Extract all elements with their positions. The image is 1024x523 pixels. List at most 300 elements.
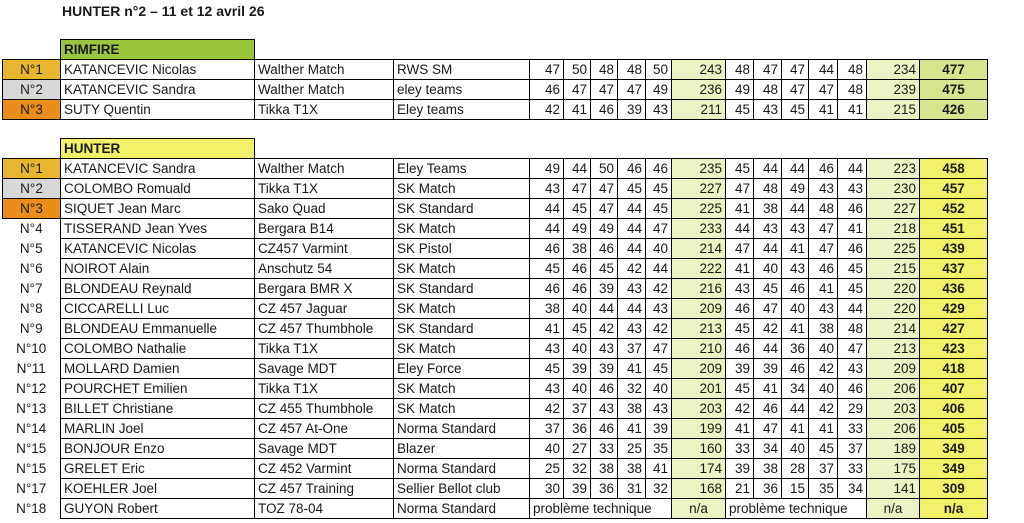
score-cell: 40 bbox=[782, 299, 809, 319]
score-cell: 32 bbox=[646, 479, 672, 499]
table-row bbox=[3, 60, 988, 80]
score-cell: 47 bbox=[564, 179, 591, 199]
score-cell: 41 bbox=[618, 419, 646, 439]
subtotal-2: 220 bbox=[867, 279, 920, 299]
score-cell: 44 bbox=[782, 199, 809, 219]
score-cell: 41 bbox=[809, 279, 838, 299]
rifle-cell: Bergara BMR X bbox=[255, 279, 394, 299]
score-cell: 47 bbox=[809, 219, 838, 239]
score-cell: 46 bbox=[530, 239, 564, 259]
score-cell: 44 bbox=[530, 199, 564, 219]
score-cell: 43 bbox=[809, 179, 838, 199]
score-cell: 47 bbox=[754, 60, 782, 80]
score-cell: 37 bbox=[809, 459, 838, 479]
score-cell: 41 bbox=[809, 419, 838, 439]
table-row bbox=[3, 239, 988, 259]
subtotal-1: 214 bbox=[672, 239, 726, 259]
score-cell: 34 bbox=[754, 439, 782, 459]
shooter-name: BLONDEAU Emmanuelle bbox=[61, 319, 255, 339]
total-cell: n/a bbox=[920, 499, 988, 519]
rifle-cell: Tikka T1X bbox=[255, 179, 394, 199]
rank-cell: N°14 bbox=[16, 421, 47, 436]
score-cell: 40 bbox=[646, 239, 672, 259]
shooter-name: GUYON Robert bbox=[61, 499, 255, 519]
score-cell: 43 bbox=[754, 219, 782, 239]
score-cell: 40 bbox=[754, 259, 782, 279]
section-header-row bbox=[3, 40, 988, 60]
score-cell: 47 bbox=[782, 80, 809, 100]
score-cell: 38 bbox=[591, 459, 618, 479]
ammo-cell: SK Standard bbox=[394, 279, 530, 299]
ammo-cell: SK Standard bbox=[394, 319, 530, 339]
score-cell: 44 bbox=[754, 339, 782, 359]
score-cell: 45 bbox=[530, 259, 564, 279]
total-cell: 426 bbox=[920, 100, 988, 120]
subtotal-2: 206 bbox=[867, 419, 920, 439]
subtotal-2: 215 bbox=[867, 259, 920, 279]
score-cell: 42 bbox=[646, 279, 672, 299]
rank-cell: N°15 bbox=[16, 441, 47, 456]
subtotal-2: 189 bbox=[867, 439, 920, 459]
score-cell: 43 bbox=[618, 319, 646, 339]
score-cell: 45 bbox=[754, 279, 782, 299]
score-cell: 43 bbox=[646, 399, 672, 419]
score-cell: 40 bbox=[782, 439, 809, 459]
ammo-cell: Sellier Bellot club bbox=[394, 479, 530, 499]
shooter-name: NOIROT Alain bbox=[61, 259, 255, 279]
score-cell: 39 bbox=[646, 419, 672, 439]
rank-cell: N°13 bbox=[16, 401, 47, 416]
rank-cell: N°2 bbox=[3, 179, 61, 199]
score-cell: 46 bbox=[782, 279, 809, 299]
subtotal-1: 243 bbox=[672, 60, 726, 80]
total-cell: 418 bbox=[920, 359, 988, 379]
score-cell: 47 bbox=[564, 80, 591, 100]
score-cell: 44 bbox=[618, 199, 646, 219]
score-cell: 30 bbox=[530, 479, 564, 499]
score-cell: 47 bbox=[726, 239, 754, 259]
total-cell: 309 bbox=[920, 479, 988, 499]
subtotal-1: 227 bbox=[672, 179, 726, 199]
score-cell: 41 bbox=[618, 359, 646, 379]
score-cell: 43 bbox=[782, 219, 809, 239]
shooter-name: GRELET Eric bbox=[61, 459, 255, 479]
score-cell: 41 bbox=[809, 100, 838, 120]
subtotal-2: 206 bbox=[867, 379, 920, 399]
score-cell: 48 bbox=[591, 60, 618, 80]
total-cell: 439 bbox=[920, 239, 988, 259]
score-cell: 21 bbox=[726, 479, 754, 499]
shooter-name: KATANCEVIC Sandra bbox=[61, 159, 255, 179]
subtotal-1: 213 bbox=[672, 319, 726, 339]
table-row bbox=[3, 479, 988, 499]
total-cell: 349 bbox=[920, 439, 988, 459]
score-cell: 29 bbox=[838, 399, 867, 419]
score-cell: 40 bbox=[564, 339, 591, 359]
score-cell: 42 bbox=[809, 359, 838, 379]
score-cell: 46 bbox=[591, 239, 618, 259]
shooter-name: BLONDEAU Reynald bbox=[61, 279, 255, 299]
score-cell: 48 bbox=[754, 179, 782, 199]
score-cell: 44 bbox=[591, 299, 618, 319]
score-cell: 45 bbox=[530, 359, 564, 379]
score-cell: 48 bbox=[754, 80, 782, 100]
section-header-row bbox=[3, 139, 988, 159]
table-row bbox=[3, 499, 988, 519]
score-cell: 44 bbox=[754, 239, 782, 259]
rank-cell: N°6 bbox=[19, 261, 43, 276]
score-cell: 45 bbox=[726, 379, 754, 399]
score-cell: 46 bbox=[809, 259, 838, 279]
score-cell: 44 bbox=[618, 239, 646, 259]
rifle-cell: Walther Match bbox=[255, 159, 394, 179]
score-cell: 49 bbox=[564, 219, 591, 239]
score-cell: 32 bbox=[564, 459, 591, 479]
score-cell: 49 bbox=[646, 80, 672, 100]
score-cell: 39 bbox=[591, 359, 618, 379]
score-cell: 49 bbox=[530, 159, 564, 179]
subtotal-1: 203 bbox=[672, 399, 726, 419]
subtotal-2: 239 bbox=[867, 80, 920, 100]
subtotal-2: 225 bbox=[867, 239, 920, 259]
score-cell: 41 bbox=[726, 199, 754, 219]
score-cell: 46 bbox=[838, 379, 867, 399]
rank-cell: N°1 bbox=[3, 159, 61, 179]
rifle-cell: Tikka T1X bbox=[255, 339, 394, 359]
score-cell: 43 bbox=[809, 299, 838, 319]
ammo-cell: SK Match bbox=[394, 399, 530, 419]
score-cell: 38 bbox=[754, 199, 782, 219]
score-cell: 50 bbox=[646, 60, 672, 80]
score-cell: 40 bbox=[530, 439, 564, 459]
shooter-name: MOLLARD Damien bbox=[61, 359, 255, 379]
score-cell: 40 bbox=[646, 379, 672, 399]
rifle-cell: Savage MDT bbox=[255, 439, 394, 459]
score-cell: 40 bbox=[809, 339, 838, 359]
score-cell: 43 bbox=[782, 259, 809, 279]
score-cell: 47 bbox=[809, 239, 838, 259]
score-cell: 47 bbox=[809, 80, 838, 100]
rifle-cell: Walther Match bbox=[255, 80, 394, 100]
score-cell: 46 bbox=[618, 159, 646, 179]
rank-cell: N°4 bbox=[19, 221, 43, 237]
rank-cell: N°8 bbox=[19, 301, 43, 316]
ammo-cell: SK Standard bbox=[394, 199, 530, 219]
table-row bbox=[3, 199, 988, 219]
table-row bbox=[3, 179, 988, 199]
rifle-cell: CZ457 Varmint bbox=[255, 239, 394, 259]
total-cell: 429 bbox=[920, 299, 988, 319]
score-cell: 41 bbox=[726, 419, 754, 439]
rank-cell: N°12 bbox=[16, 381, 47, 396]
score-cell: 46 bbox=[591, 419, 618, 439]
rifle-cell: Sako Quad bbox=[255, 199, 394, 219]
score-cell: 41 bbox=[782, 419, 809, 439]
total-cell: 457 bbox=[920, 179, 988, 199]
subtotal-2: 141 bbox=[867, 479, 920, 499]
score-cell: 46 bbox=[726, 299, 754, 319]
rank-cell: N°3 bbox=[3, 100, 61, 120]
subtotal-1: 235 bbox=[672, 159, 726, 179]
rifle-cell: CZ 457 Thumbhole bbox=[255, 319, 394, 339]
score-cell: 49 bbox=[782, 179, 809, 199]
score-cell: 39 bbox=[726, 459, 754, 479]
total-cell: 349 bbox=[920, 459, 988, 479]
subtotal-2: 234 bbox=[867, 60, 920, 80]
subtotal-2: 175 bbox=[867, 459, 920, 479]
section-title: RIMFIRE bbox=[61, 40, 255, 60]
ammo-cell: SK Match bbox=[394, 339, 530, 359]
score-cell: 46 bbox=[591, 379, 618, 399]
score-cell: 38 bbox=[618, 399, 646, 419]
section-title: HUNTER bbox=[61, 139, 255, 159]
score-cell: 33 bbox=[838, 419, 867, 439]
score-cell: 41 bbox=[646, 459, 672, 479]
subtotal-2: 215 bbox=[867, 100, 920, 120]
score-cell: 33 bbox=[838, 459, 867, 479]
rank-cell: N°3 bbox=[3, 199, 61, 219]
table-row bbox=[3, 399, 988, 419]
rifle-cell: CZ 452 Varmint bbox=[255, 459, 394, 479]
score-cell: 41 bbox=[782, 239, 809, 259]
subtotal-1: 160 bbox=[672, 439, 726, 459]
score-cell: 44 bbox=[838, 159, 867, 179]
rank-cell: N°11 bbox=[16, 361, 46, 376]
shooter-name: KATANCEVIC Nicolas bbox=[61, 239, 255, 259]
score-cell: 43 bbox=[591, 399, 618, 419]
score-cell: 46 bbox=[564, 259, 591, 279]
rifle-cell: Tikka T1X bbox=[255, 379, 394, 399]
subtotal-2: 213 bbox=[867, 339, 920, 359]
score-cell: 40 bbox=[564, 379, 591, 399]
score-cell: 46 bbox=[838, 239, 867, 259]
total-cell: 427 bbox=[920, 319, 988, 339]
rank-cell: N°17 bbox=[16, 481, 47, 496]
score-cell: 31 bbox=[618, 479, 646, 499]
score-cell: 34 bbox=[838, 479, 867, 499]
table-row bbox=[3, 279, 988, 299]
score-cell: 48 bbox=[838, 80, 867, 100]
rank-cell: N°7 bbox=[19, 281, 43, 296]
score-cell: 47 bbox=[591, 80, 618, 100]
score-cell: 45 bbox=[564, 319, 591, 339]
subtotal-2: 227 bbox=[867, 199, 920, 219]
score-cell: 42 bbox=[726, 399, 754, 419]
ammo-cell: Norma Standard bbox=[394, 459, 530, 479]
score-cell: 47 bbox=[618, 80, 646, 100]
score-cell: 47 bbox=[591, 179, 618, 199]
rifle-cell: Savage MDT bbox=[255, 359, 394, 379]
subtotal-2: 220 bbox=[867, 299, 920, 319]
score-cell: 47 bbox=[591, 199, 618, 219]
score-cell: 48 bbox=[618, 60, 646, 80]
total-cell: 407 bbox=[920, 379, 988, 399]
note-cell: problème technique bbox=[530, 499, 672, 519]
score-cell: 45 bbox=[726, 159, 754, 179]
total-cell: 477 bbox=[920, 60, 988, 80]
subtotal-1: 174 bbox=[672, 459, 726, 479]
total-cell: 437 bbox=[920, 259, 988, 279]
table-row bbox=[3, 299, 988, 319]
ammo-cell: Norma Standard bbox=[394, 499, 530, 519]
score-cell: 42 bbox=[530, 100, 564, 120]
score-cell: 36 bbox=[782, 339, 809, 359]
score-cell: 35 bbox=[646, 439, 672, 459]
rifle-cell: Walther Match bbox=[255, 60, 394, 80]
score-cell: 45 bbox=[782, 100, 809, 120]
score-cell: 42 bbox=[646, 319, 672, 339]
score-cell: 47 bbox=[530, 60, 564, 80]
table-row bbox=[3, 419, 988, 439]
ammo-cell: Eley Teams bbox=[394, 159, 530, 179]
total-cell: 405 bbox=[920, 419, 988, 439]
rank-cell: N°15 bbox=[16, 461, 47, 476]
shooter-name: KOEHLER Joel bbox=[61, 479, 255, 499]
score-cell: 34 bbox=[782, 379, 809, 399]
score-cell: 41 bbox=[838, 219, 867, 239]
score-cell: 28 bbox=[782, 459, 809, 479]
table-row bbox=[3, 319, 988, 339]
shooter-name: BONJOUR Enzo bbox=[61, 439, 255, 459]
score-cell: 45 bbox=[646, 359, 672, 379]
score-cell: 39 bbox=[564, 359, 591, 379]
score-cell: 44 bbox=[809, 60, 838, 80]
score-cell: 46 bbox=[530, 279, 564, 299]
score-cell: 50 bbox=[591, 159, 618, 179]
rank-cell: N°9 bbox=[19, 321, 43, 336]
score-cell: 38 bbox=[809, 319, 838, 339]
subtotal-2: 214 bbox=[867, 319, 920, 339]
score-cell: 45 bbox=[809, 439, 838, 459]
score-cell: 48 bbox=[809, 199, 838, 219]
subtotal-1: 210 bbox=[672, 339, 726, 359]
subtotal-1: 199 bbox=[672, 419, 726, 439]
rifle-cell: CZ 457 At-One bbox=[255, 419, 394, 439]
score-cell: 44 bbox=[838, 299, 867, 319]
rank-cell: N°10 bbox=[16, 341, 47, 356]
score-cell: 47 bbox=[754, 299, 782, 319]
rifle-cell: Bergara B14 bbox=[255, 219, 394, 239]
shooter-name: COLOMBO Nathalie bbox=[61, 339, 255, 359]
score-cell: 46 bbox=[754, 399, 782, 419]
score-cell: 46 bbox=[726, 339, 754, 359]
score-cell: 43 bbox=[591, 339, 618, 359]
score-cell: 44 bbox=[530, 219, 564, 239]
rank-cell: N°18 bbox=[16, 501, 47, 516]
subtotal-1: 211 bbox=[672, 100, 726, 120]
score-cell: 41 bbox=[782, 319, 809, 339]
total-cell: 423 bbox=[920, 339, 988, 359]
ammo-cell: SK Match bbox=[394, 299, 530, 319]
ammo-cell: SK Match bbox=[394, 259, 530, 279]
page-title: HUNTER n°2 – 11 et 12 avril 26 bbox=[62, 3, 265, 19]
score-cell: 46 bbox=[782, 359, 809, 379]
score-cell: 43 bbox=[530, 179, 564, 199]
score-cell: 37 bbox=[564, 399, 591, 419]
score-cell: 46 bbox=[838, 199, 867, 219]
rank-cell: N°1 bbox=[3, 60, 61, 80]
subtotal-1: 168 bbox=[672, 479, 726, 499]
table-row bbox=[3, 339, 988, 359]
ammo-cell: Blazer bbox=[394, 439, 530, 459]
table-row bbox=[3, 359, 988, 379]
shooter-name: SIQUET Jean Marc bbox=[61, 199, 255, 219]
score-cell: 40 bbox=[564, 299, 591, 319]
total-cell: 458 bbox=[920, 159, 988, 179]
score-cell: 37 bbox=[618, 339, 646, 359]
score-cell: 47 bbox=[646, 219, 672, 239]
table-row bbox=[3, 459, 988, 479]
score-cell: 43 bbox=[646, 100, 672, 120]
score-cell: 40 bbox=[809, 379, 838, 399]
score-cell: 46 bbox=[530, 80, 564, 100]
score-cell: 44 bbox=[564, 159, 591, 179]
subtotal-1: 216 bbox=[672, 279, 726, 299]
score-cell: 44 bbox=[782, 159, 809, 179]
shooter-name: KATANCEVIC Nicolas bbox=[61, 60, 255, 80]
ammo-cell: eley teams bbox=[394, 80, 530, 100]
shooter-name: MARLIN Joel bbox=[61, 419, 255, 439]
score-cell: 41 bbox=[564, 100, 591, 120]
score-cell: 45 bbox=[564, 199, 591, 219]
table-row bbox=[3, 439, 988, 459]
score-cell: 36 bbox=[564, 419, 591, 439]
ammo-cell: Eley Force bbox=[394, 359, 530, 379]
score-cell: 45 bbox=[726, 100, 754, 120]
subtotal-2: 209 bbox=[867, 359, 920, 379]
ammo-cell: SK Pistol bbox=[394, 239, 530, 259]
score-cell: 45 bbox=[838, 279, 867, 299]
spacer-cell bbox=[3, 120, 988, 139]
score-cell: 41 bbox=[726, 259, 754, 279]
score-cell: 37 bbox=[838, 439, 867, 459]
score-cell: 44 bbox=[618, 299, 646, 319]
score-cell: 41 bbox=[530, 319, 564, 339]
score-cell: 49 bbox=[726, 80, 754, 100]
score-cell: 41 bbox=[838, 100, 867, 120]
score-cell: 42 bbox=[618, 259, 646, 279]
score-cell: 48 bbox=[838, 319, 867, 339]
score-cell: 43 bbox=[530, 379, 564, 399]
score-cell: 47 bbox=[646, 339, 672, 359]
score-cell: 27 bbox=[564, 439, 591, 459]
table-row bbox=[3, 259, 988, 279]
score-cell: 35 bbox=[809, 479, 838, 499]
score-cell: 50 bbox=[564, 60, 591, 80]
score-cell: 46 bbox=[809, 159, 838, 179]
note-cell: problème technique bbox=[726, 499, 867, 519]
score-cell: 48 bbox=[726, 60, 754, 80]
score-cell: 46 bbox=[564, 279, 591, 299]
score-cell: 39 bbox=[754, 359, 782, 379]
table-row bbox=[3, 379, 988, 399]
total-cell: 406 bbox=[920, 399, 988, 419]
score-cell: 25 bbox=[530, 459, 564, 479]
score-cell: 46 bbox=[591, 100, 618, 120]
score-cell: 42 bbox=[754, 319, 782, 339]
rank-cell: N°2 bbox=[3, 80, 61, 100]
score-cell: 39 bbox=[564, 479, 591, 499]
score-cell: 42 bbox=[809, 399, 838, 419]
ammo-cell: RWS SM bbox=[394, 60, 530, 80]
score-cell: 45 bbox=[646, 199, 672, 219]
score-cell: 39 bbox=[591, 279, 618, 299]
score-cell: 42 bbox=[591, 319, 618, 339]
ammo-cell: SK Match bbox=[394, 179, 530, 199]
score-cell: 38 bbox=[530, 299, 564, 319]
total-cell: 451 bbox=[920, 219, 988, 239]
score-cell: 43 bbox=[838, 359, 867, 379]
